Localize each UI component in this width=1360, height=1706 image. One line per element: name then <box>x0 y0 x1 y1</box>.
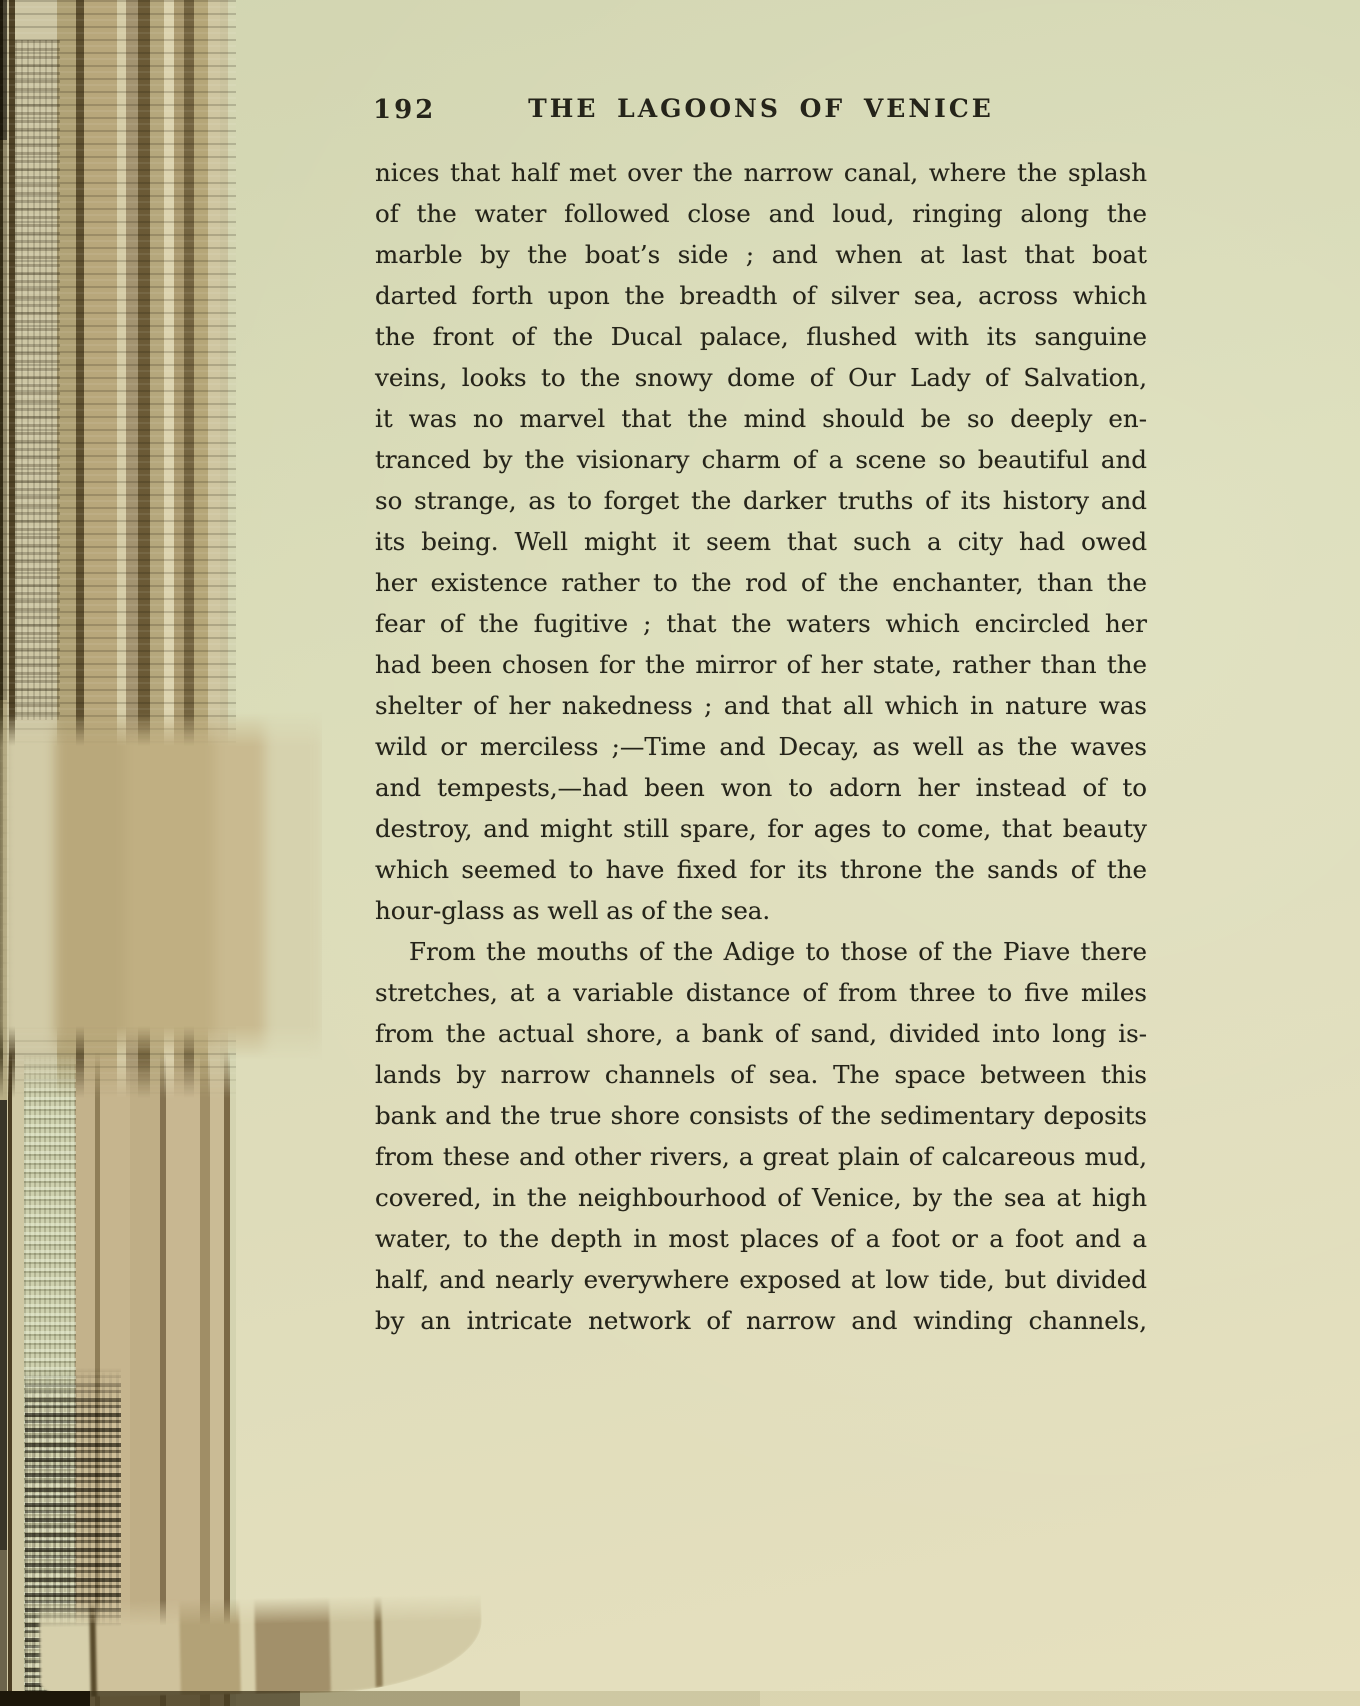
book-bottom-shadow <box>0 1691 1360 1706</box>
text-line: stretches, at a variable distance of from three to five miles <box>375 978 1147 1007</box>
book-fore-edge-blur-bulge <box>0 712 322 1060</box>
text-line: it was no marvel that the mind should be so deeply en- <box>375 404 1147 433</box>
text-line: its being. Well might it seem that such a city had owed <box>375 527 1147 556</box>
text-line: destroy, and might still spare, for ages to come, that beauty <box>375 814 1147 843</box>
text-line: from the actual shore, a bank of sand, divided into long is- <box>375 1019 1147 1048</box>
text-line: nices that half met over the narrow canal, where the splash <box>375 158 1147 187</box>
text-line: lands by narrow channels of sea. The space between this <box>375 1060 1147 1089</box>
text-line: had been chosen for the mirror of her state, rather than the <box>375 650 1147 679</box>
page-body-text <box>375 152 1147 1341</box>
text-line: darted forth upon the breadth of silver sea, across which <box>375 281 1147 310</box>
text-line: and tempests,—had been won to adorn her instead of to <box>375 773 1147 802</box>
text-line: tranced by the visionary charm of a scene so beautiful and <box>375 445 1147 474</box>
book-page-curl-bottom <box>29 1594 483 1698</box>
text-line: fear of the fugitive ; that the waters which encircled her <box>375 609 1147 638</box>
page-number: 192 <box>373 95 437 125</box>
text-line: by an intricate network of narrow and winding channels, <box>375 1306 1147 1335</box>
running-title: THE LAGOONS OF VENICE <box>528 94 994 123</box>
text-line: covered, in the neighbourhood of Venice, by the sea at high <box>375 1183 1147 1212</box>
text-line: From the mouths of the Adige to those of the Piave there <box>409 937 1147 966</box>
text-line: of the water followed close and loud, ringing along the <box>375 199 1147 228</box>
text-line: which seemed to have fixed for its throne the sands of the <box>375 855 1147 884</box>
text-line: the front of the Ducal palace, flushed with its sanguine <box>375 322 1147 351</box>
text-line: half, and nearly everywhere exposed at low tide, but divided <box>375 1265 1147 1294</box>
text-line: hour-glass as well as of the sea. <box>375 896 771 925</box>
text-line: so strange, as to forget the darker truths of its history and <box>375 486 1147 515</box>
text-line: shelter of her nakedness ; and that all which in nature was <box>375 691 1147 720</box>
text-line: wild or merciless ;—Time and Decay, as well as the waves <box>375 732 1147 761</box>
text-line: veins, looks to the snowy dome of Our Lady of Salvation, <box>375 363 1147 392</box>
text-line: from these and other rivers, a great plain of calcareous mud, <box>375 1142 1147 1171</box>
text-line: her existence rather to the rod of the enchanter, than the <box>375 568 1147 597</box>
page-header <box>375 94 1147 123</box>
text-line: water, to the depth in most places of a foot or a foot and a <box>375 1224 1147 1253</box>
book-fore-edge-dark-rim <box>0 0 7 1706</box>
text-line: bank and the true shore consists of the sedimentary deposits <box>375 1101 1147 1130</box>
text-line: marble by the boat’s side ; and when at last that boat <box>375 240 1147 269</box>
